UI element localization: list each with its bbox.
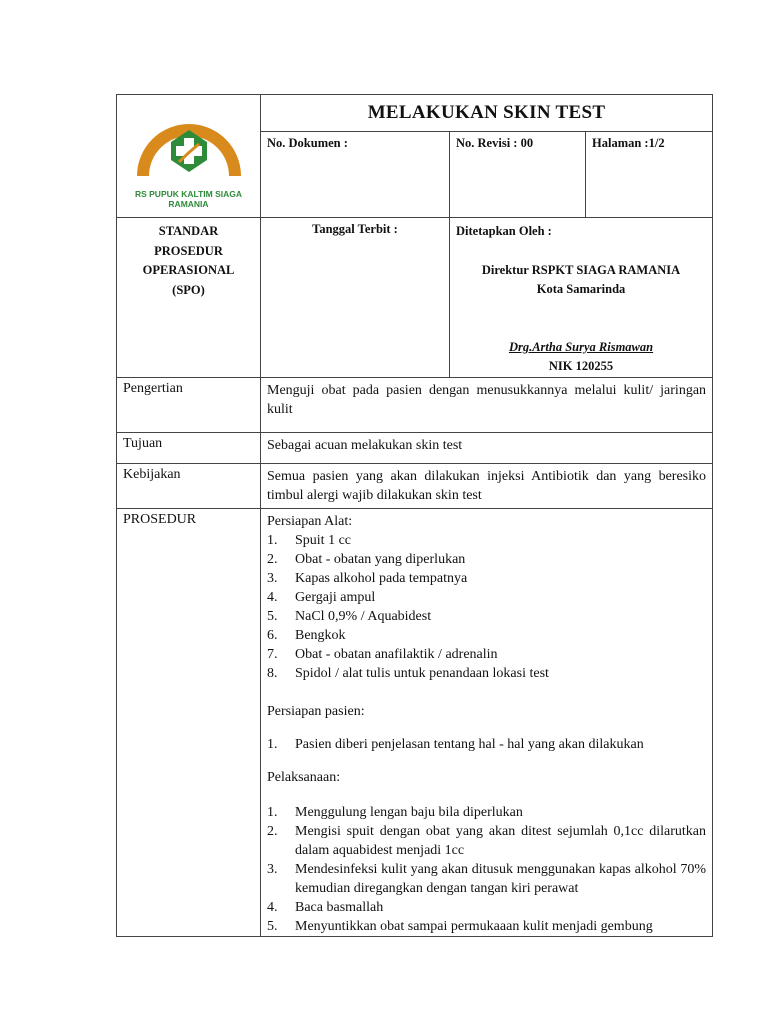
spo-line-3: OPERASIONAL [142, 263, 235, 277]
list-item: 3. Kapas alkohol pada tempatnya [267, 570, 468, 586]
list-item: 2. Obat - obatan yang diperlukan [267, 551, 466, 567]
spo-label [117, 218, 261, 378]
document-title: MELAKUKAN SKIN TEST [261, 95, 713, 132]
pelaksanaan-title: Pelaksanaan: [267, 769, 341, 785]
pasien-title: Persiapan pasien: [267, 703, 365, 719]
list-item: 6. Bengkok [267, 627, 346, 643]
tujuan-label: Tujuan [117, 432, 261, 463]
kebijakan-label: Kebijakan [117, 463, 261, 508]
alat-list [267, 531, 706, 683]
pengertian-label: Pengertian [117, 377, 261, 432]
pasien-list [267, 735, 706, 754]
list-item: 1. Pasien diberi penjelasan tentang hal - hal yang akan dilakukan [267, 736, 644, 752]
kota: Kota Samarinda [536, 282, 626, 296]
no-revisi: No. Revisi : 00 [450, 132, 586, 218]
tujuan-text: Sebagai acuan melakukan skin test [261, 432, 713, 463]
direktur-nik: NIK 120255 [548, 359, 614, 373]
pelaksanaan-list [267, 803, 706, 936]
spo-line-2: PROSEDUR [154, 243, 223, 258]
list-item: 5. Menyuntikkan obat sampai permukaaan kulit menjadi gembung [267, 918, 653, 934]
list-item: 1. Menggulung lengan baju bila diperlukan [267, 804, 523, 820]
list-item: 2. Mengisi spuit dengan obat yang akan ditest sejumlah 0,1cc dilarutkan dalam aquabidest menjadi 1cc [267, 823, 707, 858]
list-item: 3. Mendesinfeksi kulit yang akan ditusuk menggunakan kapas alkohol 70% kemudian diregangkan dengan tangan kiri perawat [267, 861, 707, 896]
list-item: 1. Spuit 1 cc [267, 532, 351, 548]
prosedur-label: PROSEDUR [117, 508, 261, 936]
kebijakan-text: Semua pasien yang akan dilakukan injeksi Antibiotik dan yang beresiko timbul alergi wajib dilakukan skin test [261, 463, 713, 508]
hospital-logo-icon [127, 104, 251, 188]
ditetapkan-label: Ditetapkan Oleh : [456, 224, 552, 238]
ditetapkan-cell [450, 218, 713, 378]
list-item: 5. NaCl 0,9% / Aquabidest [267, 608, 432, 624]
direktur-jabatan: Direktur RSPKT SIAGA RAMANIA [481, 262, 681, 277]
spo-line-4: (SPO) [172, 282, 205, 297]
list-item: 8. Spidol / alat tulis untuk penandaan lokasi test [267, 665, 549, 681]
list-item: 4. Gergaji ampul [267, 589, 376, 605]
logo-caption: RS PUPUK KALTIM SIAGA RAMANIA [134, 188, 243, 209]
spo-line-1: STANDAR [158, 224, 219, 238]
spo-document-table [116, 94, 713, 937]
tanggal-terbit: Tanggal Terbit : [261, 218, 450, 378]
direktur-nama: Drg.Artha Surya Rismawan [508, 339, 654, 354]
pengertian-text: Menguji obat pada pasien dengan menusukkannya melalui kulit/ jaringan kulit [261, 377, 713, 432]
list-item: 7. Obat - obatan anafilaktik / adrenalin [267, 646, 498, 662]
logo-cell [117, 95, 261, 218]
no-dokumen: No. Dokumen : [261, 132, 450, 218]
alat-title: Persiapan Alat: [267, 513, 353, 529]
list-item: 4. Baca basmallah [267, 899, 384, 915]
halaman: Halaman :1/2 [586, 132, 713, 218]
prosedur-content [261, 508, 713, 936]
